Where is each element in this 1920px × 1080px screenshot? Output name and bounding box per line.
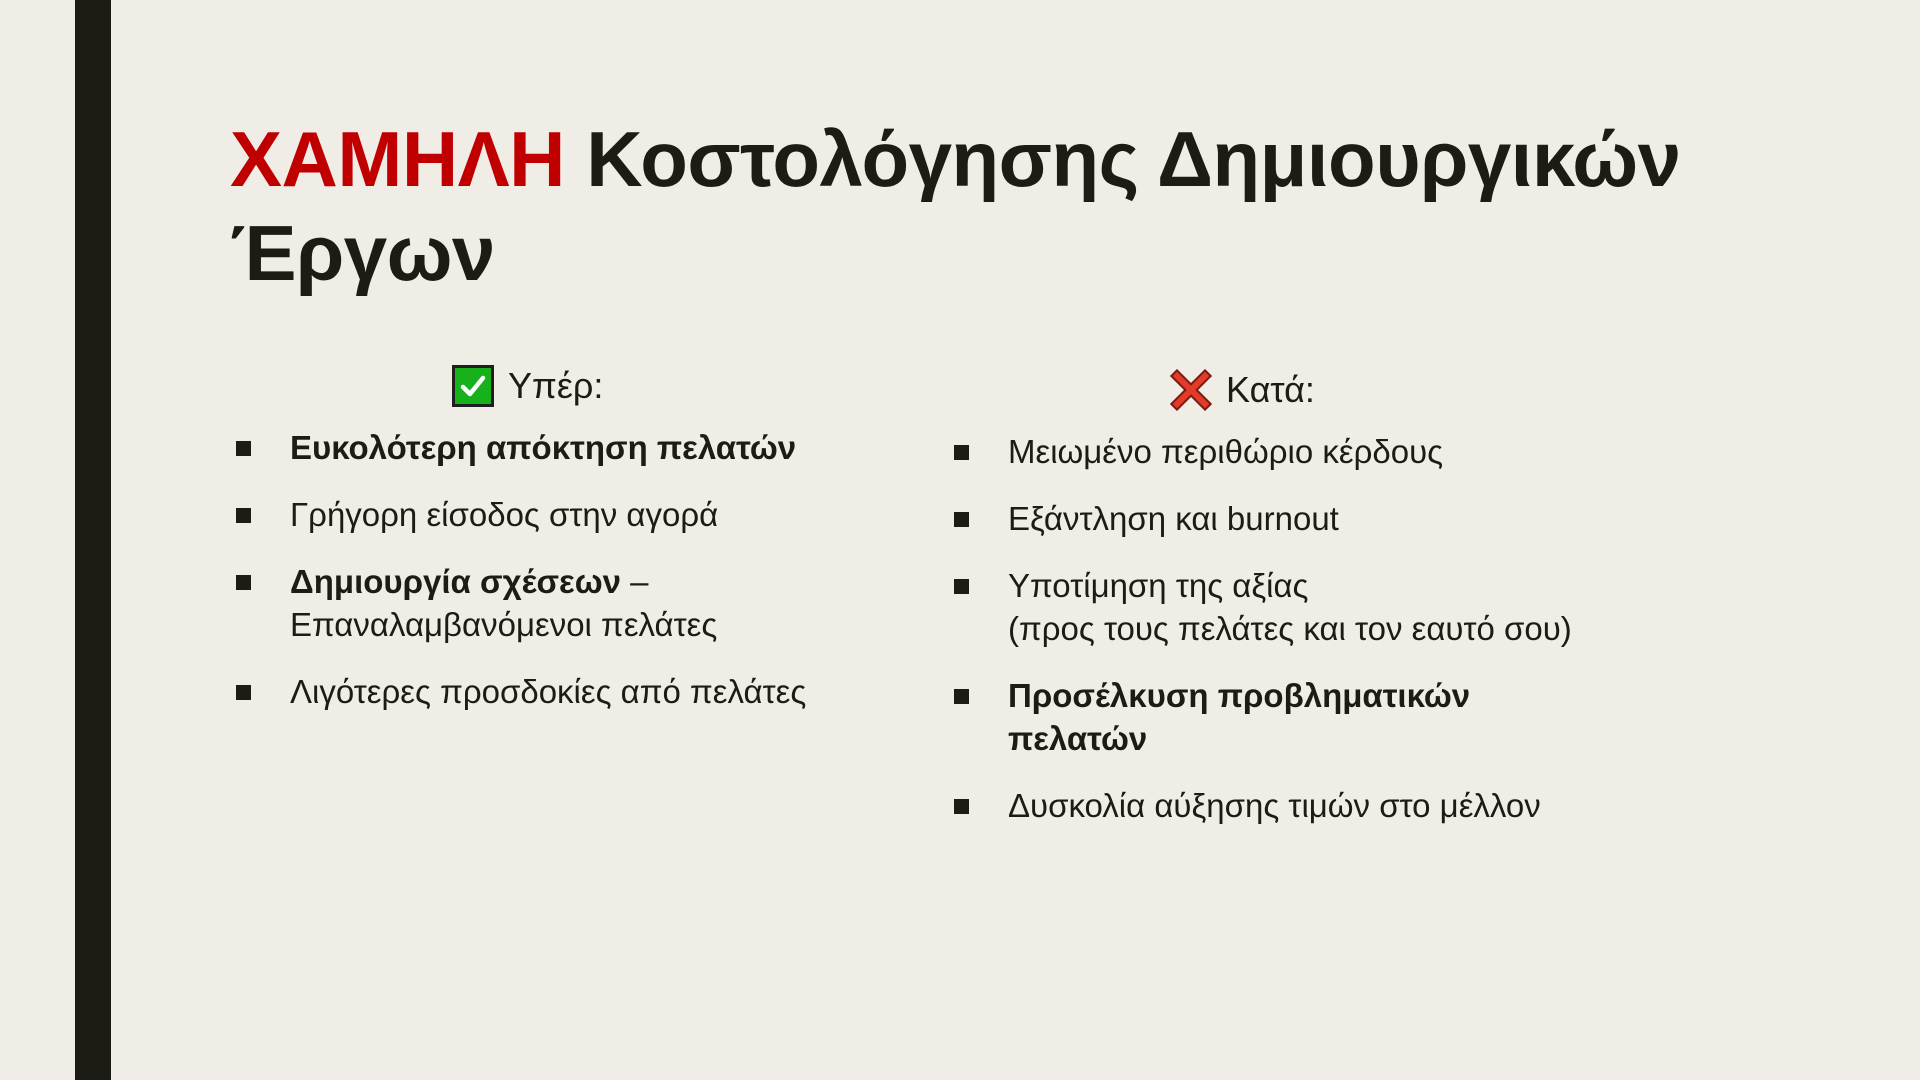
bullet-square-icon [236,685,251,700]
cons-column [948,360,1608,851]
list-item: Υποτίμηση της αξίας (προς τους πελάτες και τον εαυτό σου) [948,564,1608,650]
cons-header [948,364,1608,416]
pros-label: Υπέρ: [508,365,604,406]
cons-list [948,430,1608,827]
cross-mark-icon [1170,369,1212,411]
bullet-square-icon [236,508,251,523]
pros-list [230,426,850,713]
left-accent-bar [75,0,111,1080]
list-item: Δυσκολία αύξησης τιμών στο μέλλον [948,784,1608,827]
bullet-square-icon [954,579,969,594]
list-item: Δημιουργία σχέσεων – Επαναλαμβανόμενοι πελάτες [230,560,850,646]
list-item: Μειωμένο περιθώριο κέρδους [948,430,1608,473]
bullet-square-icon [236,575,251,590]
list-item: Ευκολότερη απόκτηση πελατών [230,426,850,469]
bullet-square-icon [954,689,969,704]
list-item: Προσέλκυση προβληματικών πελατών [948,674,1608,760]
bullet-square-icon [236,441,251,456]
title-rest: Κοστολόγησης Δημιουργικών Έργων [230,115,1681,297]
bullet-square-icon [954,445,969,460]
list-item: Λιγότερες προσδοκίες από πελάτες [230,670,850,713]
cons-label: Κατά: [1226,369,1315,410]
list-item: Εξάντληση και burnout [948,497,1608,540]
list-item: Γρήγορη είσοδος στην αγορά [230,493,850,536]
pros-column [230,360,850,737]
title-accent: ΧΑΜΗΛΗ [230,115,566,203]
bullet-square-icon [954,799,969,814]
check-mark-icon [452,365,494,407]
bullet-square-icon [954,512,969,527]
pros-header [230,360,850,412]
slide-title [230,112,1790,300]
